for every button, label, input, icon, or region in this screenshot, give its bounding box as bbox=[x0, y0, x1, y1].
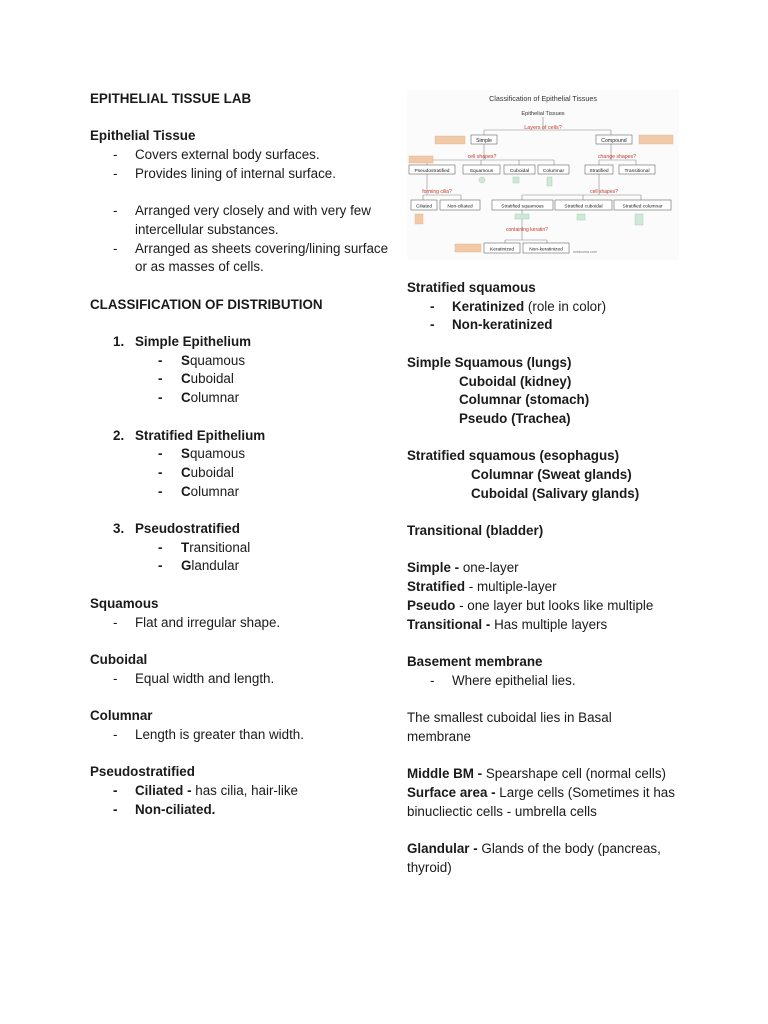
stratified-examples-line: Columnar (Sweat glands) bbox=[471, 467, 632, 482]
group-stratified: 2. Stratified Epithelium - Squamous - Cuboidal - Columnar bbox=[90, 427, 390, 502]
diagram-question: cell shapes? bbox=[467, 154, 497, 160]
diagram-node: Columnar bbox=[542, 169, 565, 174]
diagram-node: Compound bbox=[601, 138, 627, 144]
pseudostratified-heading: Pseudostratified bbox=[90, 764, 195, 780]
left-column bbox=[90, 90, 390, 819]
basement-membrane-heading: Basement membrane bbox=[407, 653, 543, 669]
page-title: EPITHELIAL TISSUE LAB bbox=[90, 91, 252, 106]
list-item: - Squamous bbox=[158, 446, 246, 462]
list-item: - Flat and irregular shape. bbox=[113, 614, 281, 630]
list-item: - Columnar bbox=[158, 483, 240, 499]
classification-diagram bbox=[407, 90, 679, 260]
list-item: - Glandular bbox=[158, 558, 240, 574]
simple-examples-line: Columnar (stomach) bbox=[459, 392, 590, 408]
layer-definition: Pseudo - one layer but looks like multiple bbox=[407, 597, 654, 613]
stratified-examples-line: Stratified squamous (esophagus) bbox=[407, 448, 620, 464]
diagram-credit: medcoma.com bbox=[573, 250, 597, 254]
list-item: - Transitional bbox=[158, 539, 251, 555]
simple-examples-line: Simple Squamous (lungs) bbox=[407, 354, 572, 370]
list-item: - Where epithelial lies. bbox=[430, 672, 576, 688]
group-pseudostratified: 3. Pseudostratified - Transitional - Glandular bbox=[90, 520, 390, 576]
layer-definition: Simple - one-layer bbox=[407, 560, 519, 576]
epithelial-tissue-heading: Epithelial Tissue bbox=[90, 128, 196, 144]
cuboidal-heading: Cuboidal bbox=[90, 651, 148, 667]
columnar-heading: Columnar bbox=[90, 708, 153, 724]
surface-area-line: Surface area - Large cells (Sometimes it has binucliectic cells - umbrella cells bbox=[407, 784, 675, 819]
diagram-question: change shapes? bbox=[597, 154, 637, 160]
classification-heading: CLASSIFICATION OF DISTRIBUTION bbox=[90, 296, 323, 312]
group-simple: 1. Simple Epithelium - Squamous - Cuboidal - Columnar bbox=[90, 333, 390, 408]
list-item: - Cuboidal bbox=[158, 464, 234, 480]
diagram-node: Non-keratinized bbox=[529, 247, 563, 253]
diagram-question: containing keratin? bbox=[506, 227, 548, 233]
stratified-squamous-heading: Stratified squamous bbox=[407, 280, 536, 295]
diagram-node: Keratinized bbox=[490, 247, 514, 253]
squamous-heading: Squamous bbox=[90, 595, 159, 611]
diagram-node: Stratified cuboidal bbox=[564, 204, 603, 210]
diagram-question: cell shapes? bbox=[590, 189, 618, 195]
stratified-examples-line: Cuboidal (Salivary glands) bbox=[471, 485, 640, 501]
diagram-node: Stratified columnar bbox=[622, 204, 663, 210]
list-item: - Provides lining of internal surface. bbox=[113, 165, 336, 181]
smallest-cuboidal-note: The smallest cuboidal lies in Basal membrane bbox=[407, 710, 612, 744]
layer-definition: Stratified - multiple-layer bbox=[407, 579, 557, 595]
diagram-node: Stratified squamous bbox=[501, 204, 544, 210]
diagram-node: Cuboidal bbox=[509, 169, 530, 174]
list-item: - Non-ciliated. bbox=[113, 801, 216, 817]
diagram-node: Pseudostratified bbox=[414, 169, 450, 174]
list-item: - Length is greater than width. bbox=[113, 726, 304, 742]
list-item: - Non-keratinized bbox=[430, 317, 553, 333]
simple-examples-line: Cuboidal (kidney) bbox=[459, 373, 572, 389]
list-item: - Arranged as sheets covering/lining surface or as masses of cells. bbox=[113, 240, 389, 275]
glandular-line: Glandular - Glands of the body (pancreas, thyroid) bbox=[407, 840, 661, 875]
list-item: - Squamous bbox=[158, 352, 246, 368]
diagram-question: forming cilia? bbox=[422, 189, 452, 195]
list-item: - Columnar bbox=[158, 390, 240, 406]
list-item: - Covers external body surfaces. bbox=[113, 147, 320, 163]
diagram-title: Classification of Epithelial Tissues bbox=[489, 94, 597, 103]
diagram-node: Non-ciliated bbox=[447, 204, 473, 210]
list-item: - Arranged very closely and with very few intercellular substances. bbox=[113, 203, 371, 237]
list-item: - Equal width and length. bbox=[113, 670, 275, 686]
middle-bm-line: Middle BM - Spearshape cell (normal cells) bbox=[407, 766, 666, 782]
diagram-root: Epithelial Tissues bbox=[521, 111, 565, 117]
diagram-node: Ciliated bbox=[416, 204, 432, 210]
diagram-node: Stratified bbox=[589, 169, 609, 174]
list-item: - Keratinized (role in color) bbox=[430, 298, 607, 314]
simple-examples-line: Pseudo (Trachea) bbox=[459, 410, 571, 426]
diagram-node: Simple bbox=[476, 138, 492, 144]
right-column bbox=[407, 279, 697, 877]
layer-definition: Transitional - Has multiple layers bbox=[407, 616, 608, 632]
diagram-question: Layers of cells? bbox=[524, 125, 562, 131]
list-item: - Cuboidal bbox=[158, 371, 234, 387]
transitional-line: Transitional (bladder) bbox=[407, 523, 544, 539]
diagram-node: Squamous bbox=[469, 169, 494, 174]
list-item: - Ciliated - has cilia, hair-like bbox=[113, 782, 298, 798]
diagram-node: Transitional bbox=[624, 169, 650, 174]
